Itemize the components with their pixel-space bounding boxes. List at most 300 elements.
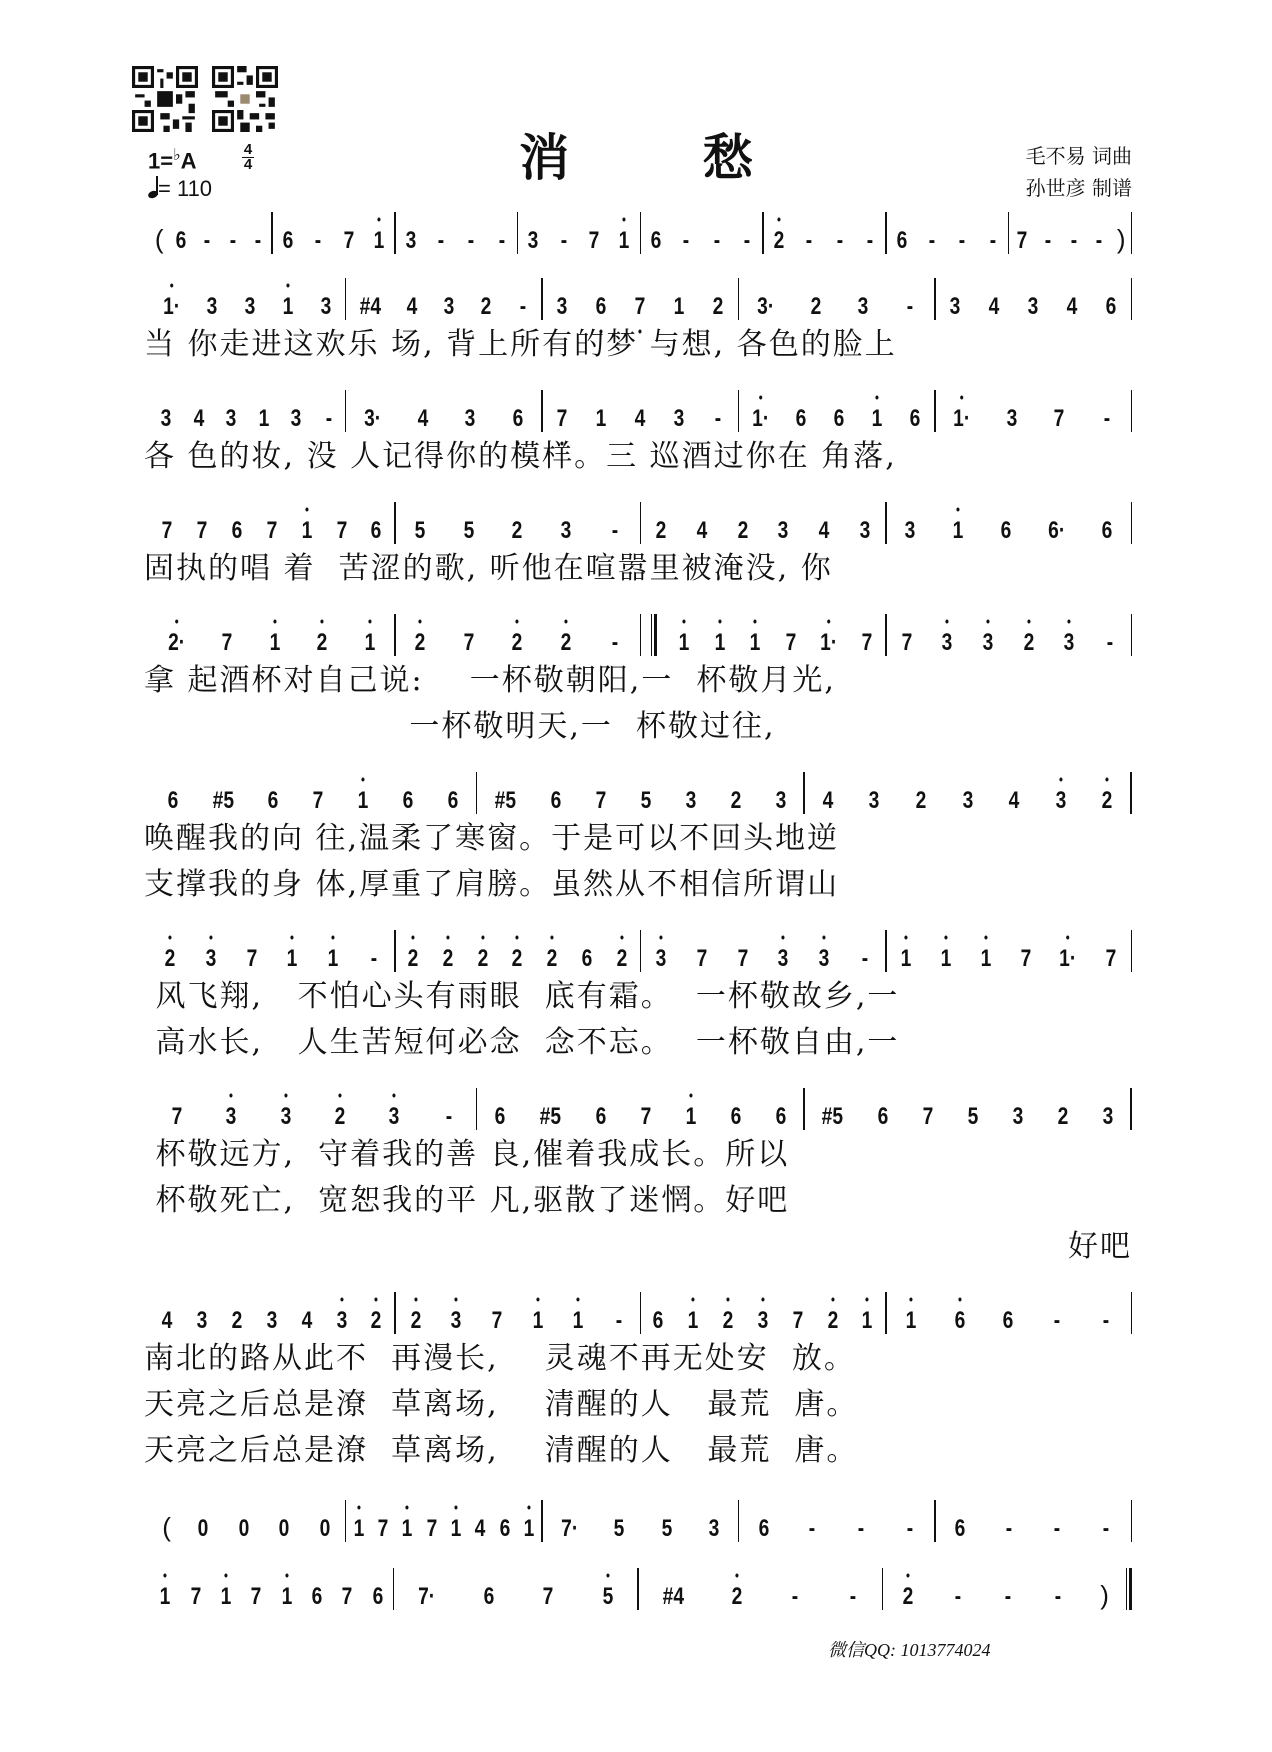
dash: -: [468, 227, 475, 254]
note: 2: [1057, 1103, 1069, 1130]
note: • 1: [572, 1306, 585, 1336]
note: 5: [414, 517, 426, 544]
dash: -: [560, 227, 567, 254]
note: 7: [1105, 945, 1116, 972]
note: • 6: [953, 1306, 966, 1336]
barline: [1130, 772, 1132, 814]
note: 0: [278, 1515, 290, 1542]
note: 6: [877, 1103, 889, 1130]
note: 0: [238, 1515, 250, 1542]
note: • 2: [511, 944, 524, 974]
score-system: [150, 930, 1132, 974]
note: 0: [197, 1515, 209, 1542]
note: 3: [685, 787, 696, 814]
note: • 1: [531, 1306, 544, 1336]
dash: -: [1106, 629, 1114, 656]
note: 7: [542, 1583, 554, 1610]
note: 5: [463, 517, 475, 544]
lyrics-line: 固执的唱 着 苦涩的歌, 听他在喧嚣里被淹没, 你: [144, 551, 833, 586]
dash: -: [959, 227, 966, 254]
note: 7: [588, 227, 600, 254]
dash: -: [1044, 227, 1051, 254]
note: 4: [417, 405, 429, 432]
note: 3: [290, 405, 302, 432]
dash: -: [519, 293, 527, 320]
note: • 2: [441, 944, 454, 974]
measure: [273, 212, 394, 256]
dash: -: [229, 227, 236, 254]
measure: [641, 614, 885, 658]
barline: [1131, 390, 1133, 432]
measure: [887, 212, 1008, 256]
note: 0: [319, 1515, 330, 1542]
score-system: [150, 614, 1132, 658]
measure: [936, 278, 1131, 322]
measure: [477, 1088, 803, 1132]
note: • 1: [282, 292, 295, 322]
dash: -: [791, 1583, 798, 1610]
note: • 3: [777, 944, 790, 974]
lyrics-line: 高水长, 人生苦短何必念 念不忘。 一杯敬自由,一: [144, 1025, 900, 1060]
measure: [641, 212, 762, 256]
score: [144, 212, 1132, 1612]
score-system: [150, 1292, 1132, 1336]
measure: [150, 1500, 345, 1544]
lyrics-line: 南北的路从此不 再漫长, 灵魂不再无处安 放。: [144, 1341, 856, 1376]
note: • 1: [219, 1582, 232, 1612]
note: 6: [447, 787, 459, 814]
note: • 2: [560, 628, 573, 658]
key-tonic: 1: [148, 148, 161, 174]
note: • 1: [523, 1514, 536, 1544]
note: 6 •: [511, 404, 524, 434]
note: 3: [857, 293, 869, 320]
measure: [641, 502, 885, 546]
note: 5: [640, 787, 651, 814]
measure: [543, 390, 738, 434]
note: 1: [595, 405, 607, 432]
measure: [150, 930, 394, 974]
dash: -: [1005, 1583, 1012, 1610]
note: • 1: [871, 404, 884, 434]
note: 6: [167, 787, 178, 814]
note: 6: [372, 1583, 384, 1610]
measure: [641, 930, 885, 974]
lyrics-line: 风飞翔, 不怕心头有雨眼 底有霜。 一杯敬故乡,一: [144, 979, 900, 1014]
note: 5: [613, 1515, 625, 1542]
note: #5: [212, 787, 234, 814]
dash: -: [857, 1515, 865, 1542]
score-system: [150, 1500, 1132, 1544]
note: • 1·: [953, 404, 970, 434]
note: 4: [475, 1515, 486, 1542]
credit-composer: 毛不易 词曲: [1025, 144, 1132, 168]
note: • 2: [164, 944, 177, 974]
note: • 3: [757, 1306, 770, 1336]
note: 3·: [757, 293, 775, 320]
note: 4: [696, 517, 708, 544]
barline: [1131, 212, 1133, 254]
note: • 2: [370, 1306, 383, 1336]
score-system: [150, 278, 1132, 322]
note: • 1: [286, 944, 299, 974]
note: • 1: [300, 516, 313, 546]
note: 3: [560, 517, 572, 544]
measure: [396, 930, 640, 974]
measure: [396, 614, 640, 658]
note: • 2: [616, 944, 629, 974]
note: 3: [673, 405, 685, 432]
measure: [883, 1568, 1126, 1612]
measure: [150, 1568, 393, 1612]
note: 7·: [418, 1583, 436, 1610]
note: 7: [341, 1583, 353, 1610]
score-system: [150, 390, 1132, 434]
measure: [518, 212, 639, 256]
note: 3: [266, 1307, 278, 1334]
note: 3: [1102, 1103, 1114, 1130]
measure: [346, 1500, 541, 1544]
lyrics-line: 好吧: [1068, 1229, 1132, 1264]
note: 7: [901, 629, 913, 656]
note: • 1·: [820, 628, 837, 658]
note: 3: [1027, 293, 1039, 320]
measure: [805, 1088, 1131, 1132]
note: 6: [758, 1515, 769, 1542]
key-equals: =: [160, 148, 174, 174]
note: 7: [266, 517, 278, 544]
note: 3: [160, 405, 172, 432]
note: 2: [512, 517, 523, 544]
note: • 2: [546, 944, 559, 974]
note: 3: [777, 517, 789, 544]
lyrics-line: 天亮之后总是潦 草离场, 清醒的人 最荒 唐。: [144, 1387, 859, 1422]
note: • 2: [511, 628, 524, 658]
note: 3: [464, 405, 476, 432]
measure: [150, 614, 394, 658]
note: • 1: [352, 1514, 365, 1544]
note: • 2: [407, 944, 420, 974]
note: 3: [949, 293, 961, 320]
note: #5: [821, 1103, 844, 1130]
note: • 3: [818, 944, 831, 974]
note: #5: [494, 787, 516, 814]
note: 3: [869, 787, 880, 814]
measure: [641, 1292, 885, 1336]
note: 7: [377, 1515, 389, 1542]
dash: -: [713, 227, 720, 254]
measure: [346, 390, 541, 434]
note: 2: [712, 293, 724, 320]
lyrics-line: 一杯敬明天,一 杯敬过往,: [144, 709, 776, 744]
measure: [396, 212, 517, 256]
parenthesis: ): [1100, 1580, 1109, 1610]
note: • 3: [941, 628, 954, 658]
measure: [936, 390, 1131, 434]
note: 7: [162, 517, 173, 544]
dash: -: [806, 227, 813, 254]
note: 6: [796, 405, 807, 432]
note: • 1: [952, 516, 965, 546]
dash: -: [928, 227, 936, 254]
note: 4: [193, 405, 205, 432]
note: • 2: [409, 1306, 422, 1336]
note: 4: [818, 517, 830, 544]
note: • 2: [334, 1102, 347, 1132]
dash: -: [255, 227, 262, 254]
note: 2: [737, 517, 748, 544]
measure: [887, 614, 1131, 658]
note: 3: [905, 517, 916, 544]
dash: -: [1055, 1583, 1062, 1610]
repeat-start-barline: [651, 614, 657, 656]
measure: [639, 1568, 882, 1612]
note: 7: [196, 517, 208, 544]
dash: -: [1102, 1307, 1110, 1334]
lyrics-line: 杯敬远方, 守着我的善 良,催着我成长。所以: [144, 1137, 790, 1172]
note: 7: [221, 629, 233, 656]
note: 6: [282, 227, 294, 254]
note: 6: [175, 227, 187, 254]
note: • 3: [205, 944, 218, 974]
dash: -: [1005, 1515, 1012, 1542]
measure: [887, 502, 1131, 546]
dash: -: [445, 1103, 452, 1130]
note: 7: [640, 1103, 651, 1130]
note: • 2: [413, 628, 426, 658]
dash: -: [498, 227, 505, 254]
barline: [1131, 1500, 1133, 1542]
note: 1: [673, 293, 685, 320]
note: • 1·: [163, 292, 180, 322]
measure: [887, 930, 1131, 974]
note: 6: [550, 787, 561, 814]
note: 5: [967, 1103, 979, 1130]
lyrics-line: 唤醒我的向 往,温柔了寒窗。于是可以不回头地逆: [144, 821, 840, 856]
note: • 2: [476, 944, 489, 974]
note: #4: [359, 293, 381, 320]
note: 3: [225, 405, 237, 432]
dash: -: [861, 945, 868, 972]
dash: -: [743, 227, 751, 254]
dash: -: [954, 1583, 962, 1610]
note: 6: [1000, 517, 1012, 544]
dash: -: [203, 227, 211, 254]
note: 6: [371, 517, 382, 544]
note: #4: [662, 1583, 684, 1610]
measure: [936, 1500, 1131, 1544]
note: • 1: [268, 628, 281, 658]
note: 4: [822, 787, 834, 814]
note: 7: [861, 629, 873, 656]
note: • 2: [316, 628, 329, 658]
measure: [396, 1292, 640, 1336]
parenthesis: (: [154, 224, 164, 254]
note: 3: [528, 227, 539, 254]
note: 6: [653, 1307, 664, 1334]
dash: -: [437, 227, 445, 254]
dash: -: [1096, 227, 1103, 254]
note: 7: [792, 1307, 804, 1334]
measure: [543, 1500, 738, 1544]
note: 6: [483, 1583, 495, 1610]
note: 1: [258, 405, 270, 432]
note: 3: [708, 1515, 720, 1542]
note: • 1: [980, 944, 993, 974]
note: 7: [463, 629, 475, 656]
note: 2: [730, 787, 741, 814]
note: • 1: [372, 226, 385, 256]
dash: -: [611, 517, 619, 544]
note: 7: [737, 945, 748, 972]
note: • 3: [388, 1102, 401, 1132]
dash: -: [1103, 405, 1111, 432]
note: 6: [1105, 293, 1117, 320]
dash: -: [907, 293, 914, 320]
measure: [739, 390, 934, 434]
lyrics-line: 支撑我的身 体,厚重了肩膀。虽然从不相信所谓山: [144, 867, 840, 902]
dash: -: [1054, 1307, 1061, 1334]
note: 7: [696, 945, 708, 972]
note: 4: [1008, 787, 1020, 814]
note: 7 •: [556, 404, 569, 434]
note: 7: [1016, 227, 1028, 254]
note: 6: [909, 405, 921, 432]
note: • 3: [279, 1102, 292, 1132]
time-numerator: 4: [243, 141, 253, 158]
note: 6: [595, 1103, 606, 1130]
time-denominator: 4: [243, 156, 253, 173]
note: 4: [301, 1307, 313, 1334]
note: 3: [196, 1307, 208, 1334]
note: • 3: [655, 944, 668, 974]
dash: -: [1054, 1515, 1061, 1542]
dash: -: [714, 405, 722, 432]
note: 6: [730, 1103, 741, 1130]
dash: -: [849, 1583, 856, 1610]
note: 6: [650, 227, 662, 254]
dash: -: [615, 1307, 623, 1334]
measure: [150, 502, 394, 546]
score-system: [150, 772, 1132, 816]
note: • 1: [684, 1102, 697, 1132]
measure: [739, 1500, 934, 1544]
note: 6: [494, 1103, 506, 1130]
measure: [1009, 212, 1130, 256]
dash: -: [866, 227, 874, 254]
lyrics-line: 各 色的妆, 没 人记得你的模样。三 巡酒过你在 角落,: [144, 439, 897, 474]
note: 3: [556, 293, 568, 320]
note: • 1: [940, 944, 953, 974]
measure: [150, 1292, 394, 1336]
lyrics-line: 当 你走进这欢乐 场, 背上所有的梦 与想, 各色的脸上: [144, 327, 897, 362]
measure: [887, 1292, 1131, 1336]
note: 6: [231, 517, 243, 544]
barline: [1131, 502, 1133, 544]
note: • 1: [450, 1514, 463, 1544]
note: • 1: [159, 1582, 172, 1612]
score-system: [150, 1088, 1132, 1132]
note: 3: [859, 517, 870, 544]
lyrics-line: 天亮之后总是潦 草离场, 清醒的人 最荒 唐。: [144, 1433, 859, 1468]
tempo-value: = 110: [158, 176, 213, 201]
note: • 3: [225, 1102, 238, 1132]
note: 6: [1101, 517, 1112, 544]
key-name: A: [180, 148, 197, 174]
score-system: [150, 1568, 1132, 1612]
measure: [150, 772, 476, 816]
measure: [150, 390, 345, 434]
note: • 2: [773, 226, 786, 256]
note: 7 •: [634, 292, 647, 322]
note: 6·: [1047, 517, 1065, 544]
measure: [394, 1568, 637, 1612]
dash: -: [809, 1515, 816, 1542]
note: • 3: [1054, 786, 1067, 816]
note: 6: [833, 405, 845, 432]
note: • 1: [713, 628, 726, 658]
note: 4: [406, 293, 418, 320]
note: • 3: [450, 1306, 463, 1336]
note: • 2: [1101, 786, 1114, 816]
note: • 1: [687, 1306, 700, 1336]
note: 6: [954, 1515, 966, 1542]
note: 2: [231, 1307, 243, 1334]
note: 7·: [560, 1515, 578, 1542]
note: 2: [915, 787, 927, 814]
note: 6: [499, 1515, 511, 1542]
dash: -: [325, 405, 332, 432]
note: 7: [922, 1103, 934, 1130]
parenthesis: (: [162, 1512, 171, 1542]
note: 7: [785, 629, 797, 656]
note: • 1: [861, 1306, 874, 1336]
note: 7: [190, 1583, 201, 1610]
credit-transcriber: 孙世彦 制谱: [1025, 176, 1132, 200]
note: 7: [595, 787, 606, 814]
note: • 3: [335, 1306, 348, 1336]
note: 4: [634, 405, 646, 432]
score-system: [150, 502, 1132, 546]
measure: [543, 278, 738, 322]
note: • 1: [904, 1306, 917, 1336]
note: • 1·: [1060, 944, 1077, 974]
lyrics-line: 拿 起酒杯对自己说: 一杯敬朝阳,一 杯敬月光,: [144, 663, 836, 698]
note: 6: [896, 227, 907, 254]
measure: [150, 212, 271, 256]
note: 7: [312, 787, 324, 814]
note: • 1: [618, 226, 631, 256]
note: 3·: [364, 405, 382, 432]
note: 4: [162, 1307, 173, 1334]
note: 2: [810, 293, 821, 320]
note: 3: [1006, 405, 1018, 432]
measure: [150, 1088, 476, 1132]
barline: [1131, 930, 1133, 972]
note: • 2: [1022, 628, 1035, 658]
note: 3: [443, 293, 455, 320]
measure: [739, 278, 934, 322]
note: 7: [426, 1515, 437, 1542]
note: 6: [1003, 1307, 1014, 1334]
note: 7: [250, 1583, 262, 1610]
flat-icon: ♭: [173, 147, 181, 164]
note: • 3: [982, 628, 995, 658]
dash: -: [989, 227, 996, 254]
page-title: 消 愁: [519, 128, 811, 187]
note: 4: [988, 293, 1000, 320]
barline: [1131, 278, 1133, 320]
